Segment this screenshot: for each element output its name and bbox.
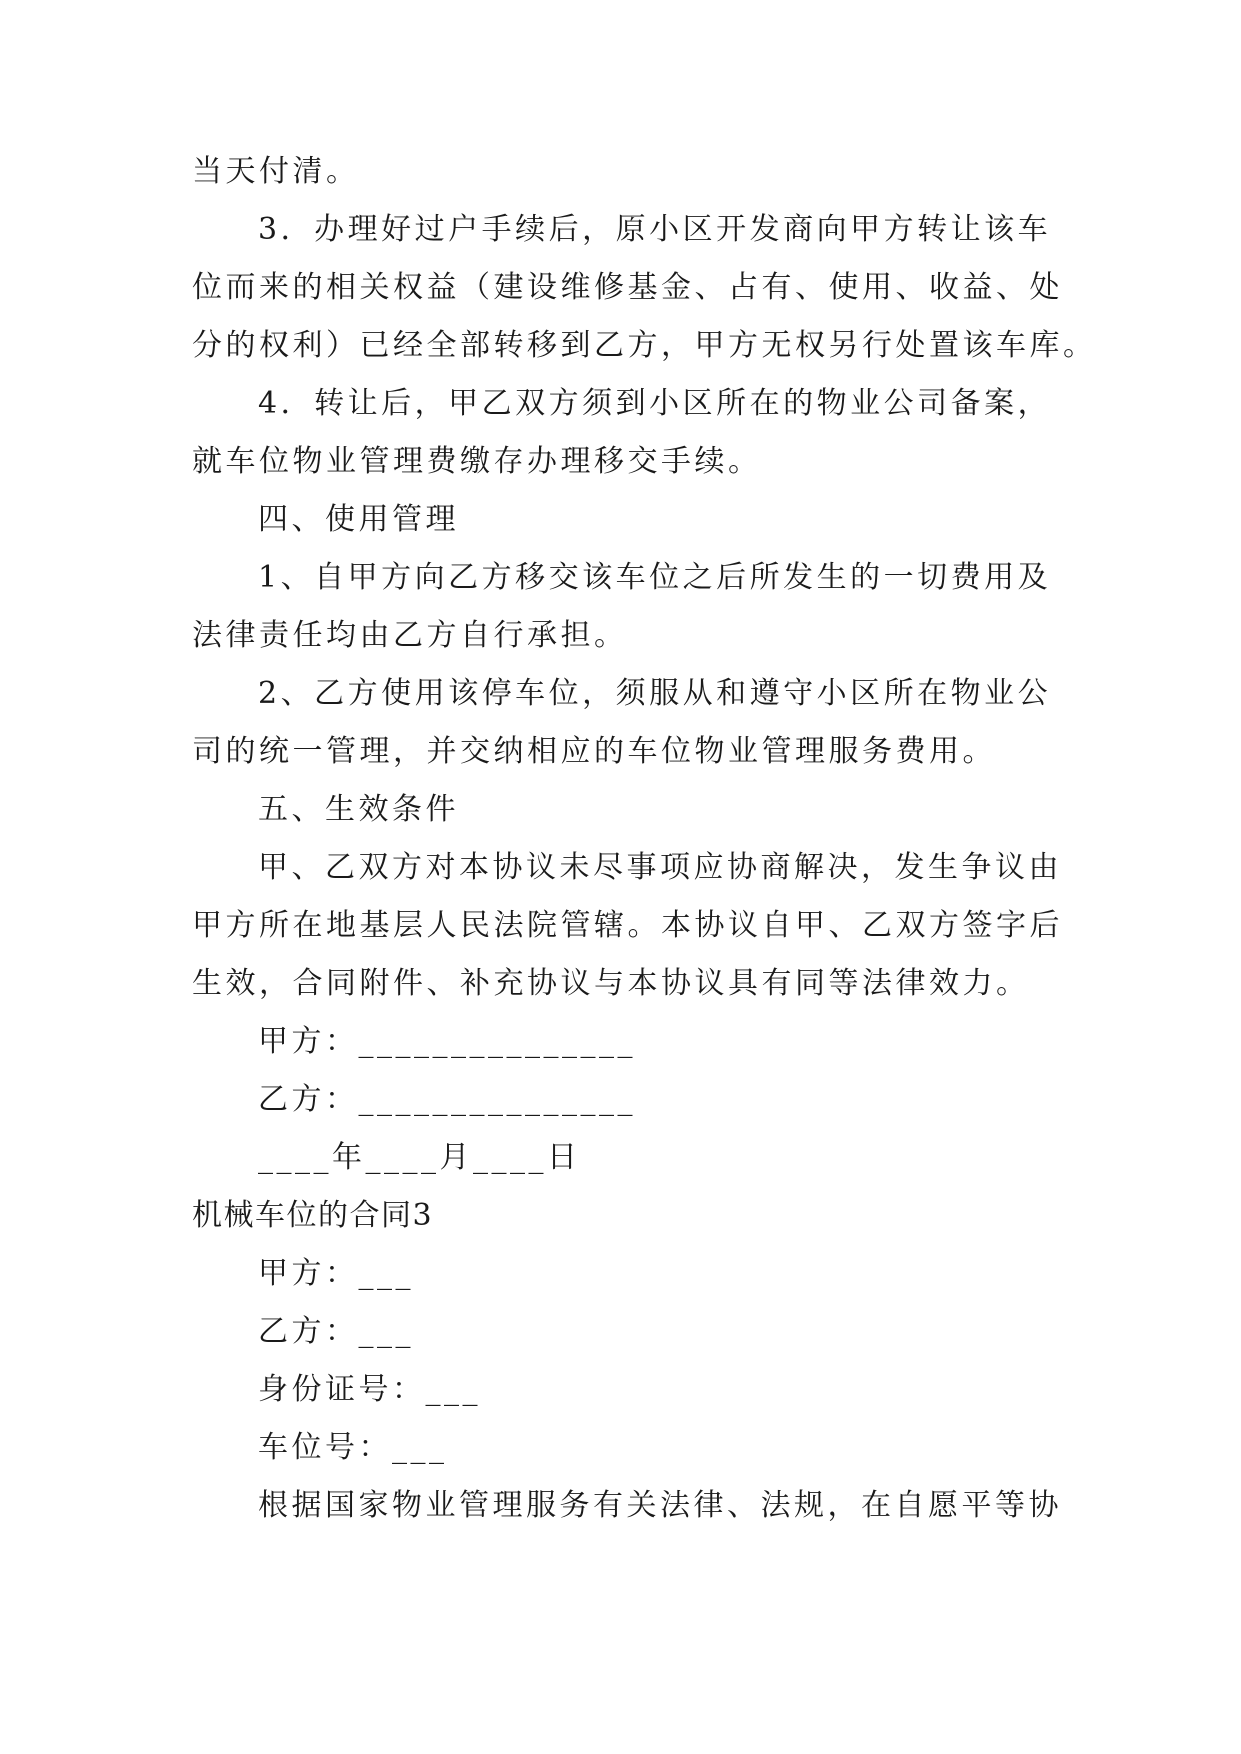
text-line: 甲方所在地基层人民法院管辖。本协议自甲、乙双方签字后 [192, 908, 1063, 943]
party-a-signature-line: 甲方：_______________ [258, 1024, 636, 1059]
text-line: 分的权利）已经全部转移到乙方，甲方无权另行处置该车库。 [192, 328, 1097, 363]
section-heading-effect: 五、生效条件 [258, 792, 459, 827]
clause-3-line: 3．办理好过户手续后，原小区开发商向甲方转让该车 [258, 212, 1052, 247]
usage-clause-1-line: 1、自甲方向乙方移交该车位之后所发生的一切费用及 [258, 560, 1052, 595]
id-number-field: 身份证号：___ [258, 1372, 481, 1407]
contract-3-title: 机械车位的合同3 [192, 1198, 434, 1233]
party-a-field: 甲方：___ [258, 1256, 414, 1291]
party-b-field: 乙方：___ [258, 1314, 414, 1349]
effect-paragraph-line: 甲、乙双方对本协议未尽事项应协商解决，发生争议由 [258, 850, 1062, 885]
text-line: 法律责任均由乙方自行承担。 [192, 618, 628, 653]
parking-number-field: 车位号：___ [258, 1430, 448, 1465]
text-line: 位而来的相关权益（建设维修基金、占有、使用、收益、处 [192, 270, 1063, 305]
text-line: 司的统一管理，并交纳相应的车位物业管理服务费用。 [192, 734, 996, 769]
clause-4-line: 4．转让后，甲乙双方须到小区所在的物业公司备案， [258, 386, 1052, 421]
preamble-line: 根据国家物业管理服务有关法律、法规，在自愿平等协 [258, 1488, 1062, 1523]
text-line: 就车位物业管理费缴存办理移交手续。 [192, 444, 762, 479]
section-heading-usage: 四、使用管理 [258, 502, 459, 537]
usage-clause-2-line: 2、乙方使用该停车位，须服从和遵守小区所在物业公 [258, 676, 1052, 711]
party-b-signature-line: 乙方：_______________ [258, 1082, 636, 1117]
text-line: 当天付清。 [192, 154, 360, 189]
text-line: 生效，合同附件、补充协议与本协议具有同等法律效力。 [192, 966, 1030, 1001]
date-line: ____年____月____日 [258, 1140, 581, 1175]
